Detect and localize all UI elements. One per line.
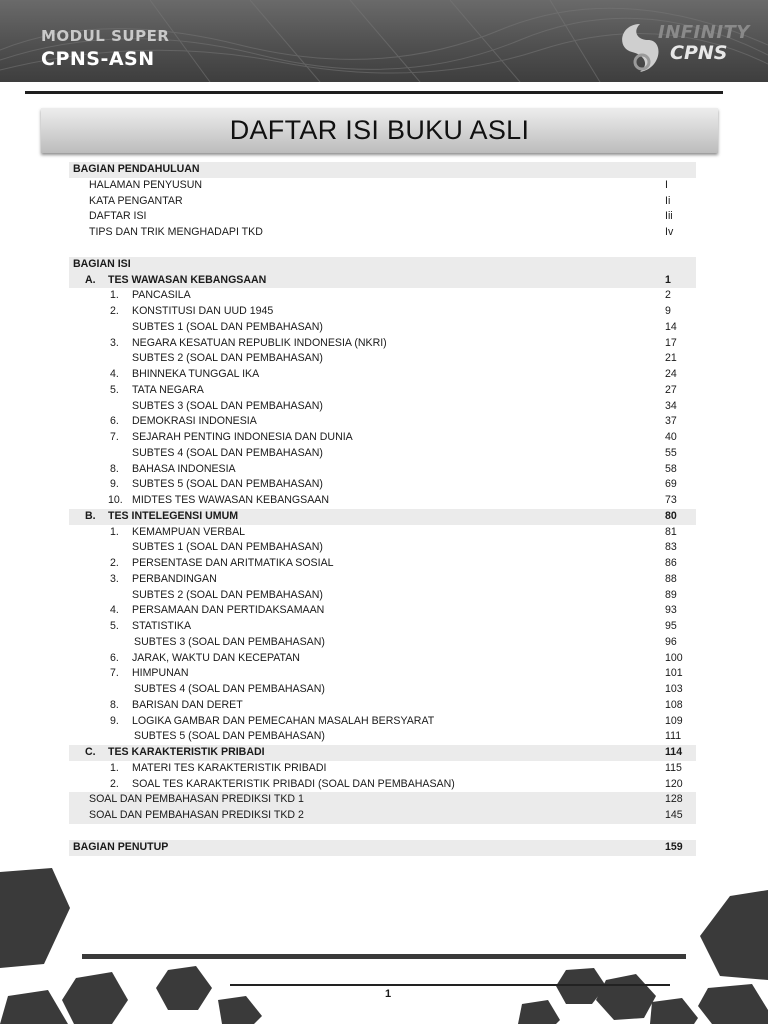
toc-item-title: SUBTES 4 (SOAL DAN PEMBAHASAN) — [134, 683, 325, 695]
toc-spacer — [69, 241, 696, 257]
toc-entry — [69, 777, 696, 793]
toc-entry — [69, 714, 696, 730]
toc-page-number: 114 — [665, 746, 683, 758]
toc-entry — [69, 209, 696, 225]
toc-part-heading — [69, 162, 696, 178]
footer-bar — [82, 954, 686, 959]
toc-page-number: 1 — [665, 273, 671, 286]
toc-entry — [69, 651, 696, 667]
toc-item-title: HIMPUNAN — [132, 667, 189, 680]
toc-page-number: 109 — [665, 714, 683, 727]
toc-page-number: 34 — [665, 399, 677, 412]
toc-entry — [69, 399, 696, 415]
toc-item-title: SUBTES 2 (SOAL DAN PEMBAHASAN) — [132, 588, 323, 601]
toc-item-title: SUBTES 5 (SOAL DAN PEMBAHASAN) — [132, 478, 323, 491]
toc-page-number: 9 — [665, 305, 671, 317]
toc-page-number: 27 — [665, 383, 677, 396]
brand-line-1: MODUL SUPER — [41, 27, 170, 45]
toc-entry — [69, 682, 696, 698]
toc-item-title: KEMAMPUAN VERBAL — [132, 525, 246, 538]
toc-page-number: 40 — [665, 431, 677, 443]
toc-item-title: KATA PENGANTAR — [89, 194, 183, 207]
toc-item-title: NEGARA KESATUAN REPUBLIK INDONESIA (NKRI) — [132, 336, 387, 349]
hexagon-shape — [700, 890, 768, 980]
toc-item-number: 2. — [110, 305, 119, 317]
toc-page-number: Ii — [665, 194, 671, 207]
toc-entry — [69, 446, 696, 462]
toc-section-heading — [69, 745, 696, 761]
toc-entry — [69, 556, 696, 572]
toc-item-title: BARISAN DAN DERET — [132, 698, 243, 711]
toc-item-title: MIDTES TES WAWASAN KEBANGSAAN — [132, 494, 329, 506]
toc-item-title: SUBTES 3 (SOAL DAN PEMBAHASAN) — [134, 635, 325, 648]
toc-spacer — [69, 824, 696, 840]
toc-item-number: C. — [85, 746, 96, 758]
toc-item-title: PERBANDINGAN — [132, 572, 217, 585]
toc-item-number: 7. — [110, 431, 119, 443]
toc-section-heading — [69, 273, 696, 289]
toc-entry — [69, 792, 696, 808]
toc-part-heading — [69, 257, 696, 273]
toc-page-number: 108 — [665, 698, 683, 711]
toc-item-title: SUBTES 1 (SOAL DAN PEMBAHASAN) — [132, 320, 323, 333]
toc-page-number: 24 — [665, 368, 677, 380]
toc-entry — [69, 808, 696, 824]
toc-item-number: 2. — [110, 557, 119, 569]
toc-entry — [69, 462, 696, 478]
toc-item-number: 4. — [110, 604, 119, 617]
toc-entry — [69, 477, 696, 493]
toc-item-title: TES INTELEGENSI UMUM — [108, 509, 239, 522]
toc-item-number: 2. — [110, 777, 119, 790]
page-header — [0, 0, 768, 82]
toc-item-number: 3. — [110, 572, 119, 585]
toc-item-title: BHINNEKA TUNGGAL IKA — [132, 368, 260, 380]
footer-line — [230, 984, 670, 986]
toc-item-title: HALAMAN PENYUSUN — [89, 178, 203, 191]
toc-entry — [69, 336, 696, 352]
toc-entry — [69, 304, 696, 320]
toc-item-number: 9. — [110, 478, 119, 491]
toc-item-title: LOGIKA GAMBAR DAN PEMECAHAN MASALAH BERSYARAT — [132, 714, 435, 727]
brand-line-2: CPNS-ASN — [41, 48, 155, 70]
toc-page-number: 89 — [665, 588, 677, 601]
toc-entry — [69, 430, 696, 446]
toc-entry — [69, 383, 696, 399]
toc-item-number: 10. — [108, 494, 123, 506]
header-divider — [25, 91, 723, 94]
toc-page-number: 14 — [665, 320, 677, 333]
toc-section-heading — [69, 509, 696, 525]
toc-page-number: 69 — [665, 478, 677, 491]
toc-item-title: PANCASILA — [132, 289, 191, 302]
toc-page-number: 128 — [665, 793, 683, 806]
toc-item-title: BAHASA INDONESIA — [132, 462, 236, 475]
page-number: 1 — [384, 988, 392, 1000]
toc-item-number: 8. — [110, 462, 119, 475]
toc-part-heading — [69, 840, 696, 856]
table-of-contents — [69, 162, 696, 856]
toc-item-number: A. — [85, 273, 96, 286]
logo-text-infinity: INFINITY — [658, 22, 750, 43]
toc-entry — [69, 666, 696, 682]
toc-item-title: PERSENTASE DAN ARITMATIKA SOSIAL — [132, 557, 334, 569]
toc-page-number: 58 — [665, 462, 677, 475]
toc-item-number: 6. — [110, 651, 119, 664]
toc-entry — [69, 698, 696, 714]
toc-entry — [69, 761, 696, 777]
toc-item-title: SUBTES 3 (SOAL DAN PEMBAHASAN) — [132, 399, 323, 412]
toc-entry — [69, 288, 696, 304]
toc-page-number: 73 — [665, 494, 677, 506]
toc-item-title: SOAL TES KARAKTERISTIK PRIBADI (SOAL DAN PEMBAHASAN) — [132, 777, 455, 790]
toc-page-number: Iii — [665, 210, 673, 223]
title-banner — [41, 108, 718, 153]
infinity-cpns-logo — [610, 18, 760, 76]
toc-item-title: KONSTITUSI DAN UUD 1945 — [132, 305, 274, 317]
toc-page-number: 55 — [665, 446, 677, 459]
toc-item-number: 8. — [110, 698, 119, 711]
page-title: DAFTAR ISI BUKU ASLI — [229, 115, 530, 145]
toc-entry — [69, 619, 696, 635]
hexagon-shape — [0, 868, 70, 968]
toc-entry — [69, 635, 696, 651]
toc-entry — [69, 603, 696, 619]
toc-item-title: SOAL DAN PEMBAHASAN PREDIKSI TKD 2 — [89, 809, 304, 821]
toc-entry — [69, 367, 696, 383]
toc-entry — [69, 525, 696, 541]
hexagon-shape — [218, 996, 262, 1024]
toc-page-number: Iv — [665, 226, 674, 238]
toc-item-title: TATA NEGARA — [132, 383, 204, 396]
toc-item-number: 4. — [110, 368, 119, 380]
toc-item-title: MATERI TES KARAKTERISTIK PRIBADI — [132, 761, 327, 774]
toc-page-number: 103 — [665, 683, 683, 695]
logo-text-cpns: CPNS — [670, 42, 728, 64]
toc-entry — [69, 194, 696, 210]
toc-item-title: TES KARAKTERISTIK PRIBADI — [108, 746, 265, 758]
toc-page-number: 96 — [665, 635, 677, 648]
toc-item-number: 9. — [110, 714, 119, 727]
toc-page-number: 93 — [665, 604, 677, 617]
toc-page-number: 17 — [665, 336, 677, 349]
toc-item-number: 6. — [110, 415, 119, 428]
toc-page-number: 86 — [665, 557, 677, 569]
hexagon-shape — [650, 998, 698, 1024]
toc-entry — [69, 540, 696, 556]
toc-item-number: 1. — [110, 761, 119, 774]
toc-item-title: SEJARAH PENTING INDONESIA DAN DUNIA — [132, 431, 353, 443]
toc-item-title: SUBTES 2 (SOAL DAN PEMBAHASAN) — [132, 352, 323, 365]
toc-page-number: 115 — [665, 761, 682, 774]
toc-page-number: 111 — [665, 730, 682, 743]
toc-item-title: DAFTAR ISI — [89, 210, 147, 223]
toc-item-number: 1. — [110, 289, 119, 302]
toc-item-title: BAGIAN PENUTUP — [73, 840, 169, 853]
toc-entry — [69, 320, 696, 336]
toc-item-number: 7. — [110, 667, 119, 680]
toc-entry — [69, 225, 696, 241]
toc-item-title: JARAK, WAKTU DAN KECEPATAN — [132, 651, 300, 664]
toc-item-title: SUBTES 4 (SOAL DAN PEMBAHASAN) — [132, 446, 323, 459]
toc-page-number: 83 — [665, 541, 677, 554]
toc-item-title: SOAL DAN PEMBAHASAN PREDIKSI TKD 1 — [89, 793, 304, 806]
toc-entry — [69, 178, 696, 194]
toc-item-title: SUBTES 5 (SOAL DAN PEMBAHASAN) — [134, 730, 325, 743]
toc-page-number: 2 — [665, 289, 671, 302]
toc-page-number: 88 — [665, 572, 677, 585]
toc-page-number: 159 — [665, 840, 683, 853]
toc-page-number: 81 — [665, 525, 677, 538]
toc-page-number: 145 — [665, 809, 683, 821]
toc-entry — [69, 493, 696, 509]
toc-entry — [69, 351, 696, 367]
toc-item-title: TES WAWASAN KEBANGSAAN — [108, 273, 267, 286]
hexagon-shape — [518, 1000, 560, 1024]
toc-item-title: SUBTES 1 (SOAL DAN PEMBAHASAN) — [132, 541, 323, 554]
toc-entry — [69, 729, 696, 745]
toc-page-number: 37 — [665, 415, 677, 428]
toc-item-title: BAGIAN PENDAHULUAN — [73, 163, 200, 175]
toc-page-number: 101 — [665, 667, 683, 680]
toc-page-number: 120 — [665, 777, 683, 790]
toc-page-number: 21 — [665, 352, 677, 365]
toc-item-number: 3. — [110, 336, 119, 349]
toc-page-number: I — [665, 178, 668, 191]
toc-item-title: STATISTIKA — [132, 620, 192, 632]
toc-entry — [69, 588, 696, 604]
toc-item-title: DEMOKRASI INDONESIA — [132, 415, 257, 428]
toc-item-number: 1. — [110, 525, 119, 538]
toc-page-number: 100 — [665, 651, 683, 664]
toc-page-number: 95 — [665, 620, 677, 632]
toc-entry — [69, 572, 696, 588]
toc-item-title: TIPS DAN TRIK MENGHADAPI TKD — [89, 226, 263, 238]
toc-item-number: 5. — [110, 620, 119, 632]
toc-entry — [69, 414, 696, 430]
toc-item-number: B. — [85, 509, 96, 522]
toc-item-number: 5. — [110, 383, 119, 396]
toc-item-title: PERSAMAAN DAN PERTIDAKSAMAAN — [132, 604, 325, 617]
toc-item-title: BAGIAN ISI — [73, 257, 131, 270]
toc-page-number: 80 — [665, 509, 677, 522]
